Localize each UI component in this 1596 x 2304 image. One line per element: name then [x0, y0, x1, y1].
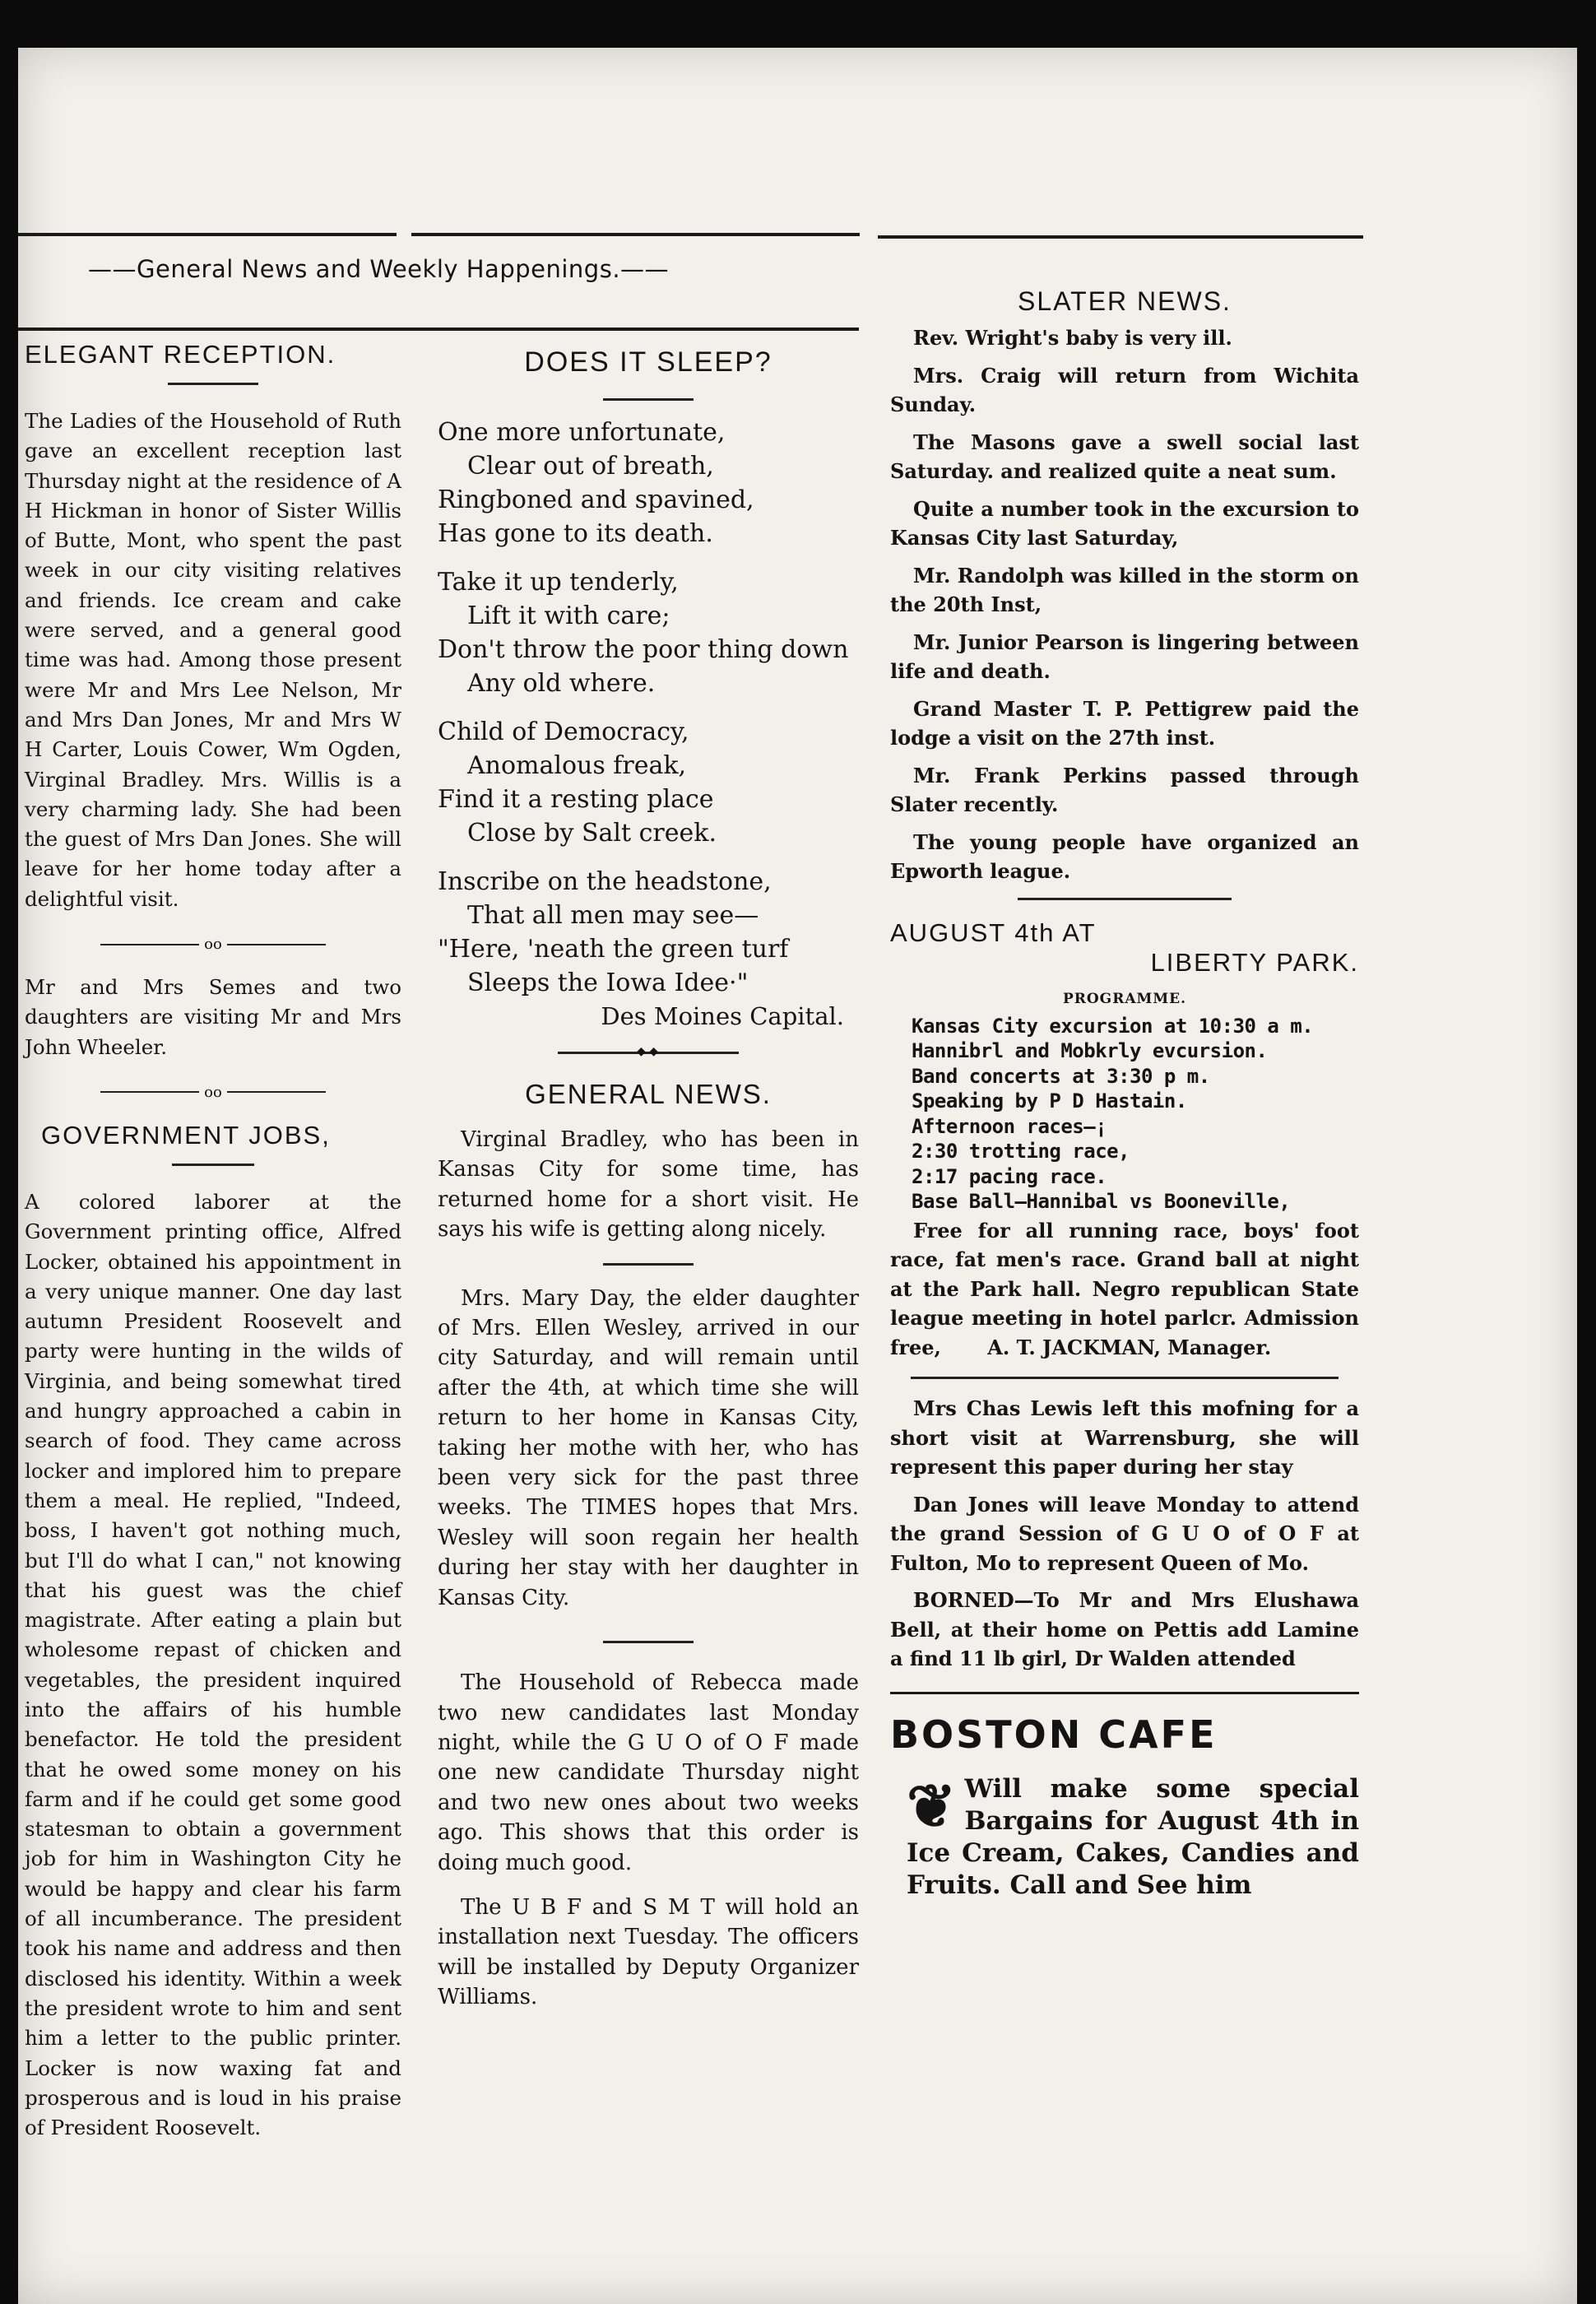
- poem-source: Des Moines Capital.: [601, 1002, 844, 1030]
- poem-line: Any old where.: [467, 669, 656, 698]
- programme-details: [890, 1216, 1359, 1363]
- programme-list: [890, 1014, 1359, 1215]
- programme-label: PROGRAMME.: [1062, 990, 1187, 1007]
- header-underline: [18, 327, 859, 331]
- ad-boston-cafe: [890, 1770, 1359, 1902]
- programme-details-text: Free for all running race, boys' foot race, fat men's race. Grand ball at night at the Park hall. Negro republican State league meeting in hotel parlcr. Admission free,: [890, 1218, 1359, 1359]
- top-rule-left: [18, 233, 397, 236]
- poem-line: Child of Democracy,: [438, 718, 689, 746]
- headline-does-it-sleep: DOES IT SLEEP?: [524, 346, 772, 378]
- article-government-jobs: A colored laborer at the Government printing office, Alfred Locker, obtained his appointment in a very unique manner. One day last autumn President Roosevelt and party were hunting in the wilds of Virginia, and being somewhat tired and hungry approached a cabin in search of food. They came across locker and implored him to prepare them a meal. He replied, "Indeed, boss, I haven't got nothing much, but I'll do what I can," not knowing that his guest was the chief magistrate. After eating a plain but wholesome repast of chicken and vegetables, the president inquired into the affairs of his humble benefactor. He told the president that he owed some money on his farm and if he could get some good statesman to obtain a government job for him in Washington City he would be happy and clear his farm of all incumberance. The president took his name and address and then disclosed his identity. Within a week the president wrote to him and sent him a letter to the public printer. Locker is now waxing fat and prosperous and is loud in his praise of President Roosevelt.: [25, 1189, 401, 2140]
- poem-stanza: [438, 565, 859, 700]
- poem-line: That all men may see—: [467, 901, 759, 930]
- headline-elegant-reception: ELEGANT RECEPTION.: [25, 340, 336, 369]
- column-right: [890, 286, 1359, 1902]
- poem-line: One more unfortunate,: [438, 418, 726, 447]
- newspaper-page: [18, 48, 1577, 2304]
- slater-item: Mr. Randolph was killed in the storm on the 20th Inst,: [890, 563, 1359, 616]
- poem-line: Find it a resting place: [438, 785, 714, 814]
- slater-item: Mr. Frank Perkins passed through Slater recently.: [890, 763, 1359, 816]
- ornament-icon: ❦: [907, 1770, 957, 1841]
- slater-item: Rev. Wright's baby is very ill.: [913, 326, 1232, 350]
- article-semes: Mr and Mrs Semes and two daughters are visiting Mr and Mrs John Wheeler.: [25, 975, 401, 1059]
- ad-boston-cafe-body: Will make some special Bargains for August 4th in Ice Cream, Cakes, Candies and Fruits. Call and See him: [907, 1773, 1359, 1900]
- article-elegant-reception: The Ladies of the Household of Ruth gave an excellent reception last Thursday night at the residence of A H Hickman in honor of Sister Willis of Butte, Mont, who spent the past week in our city visiting relatives and friends. Ice cream and cake were served, and a general good time was had. Among those present were Mr and Mrs Lee Nelson, Mr and Mrs Dan Jones, Mr and Mrs W H Carter, Louis Cower, Wm Ogden, Virginal Bradley. Mrs. Willis is a very charming lady. She had been the guest of Mrs Dan Jones. She will leave for her home today after a delightful visit.: [25, 409, 401, 911]
- headline-government-jobs: GOVERNMENT JOBS,: [41, 1120, 331, 1150]
- poem-line: Anomalous freak,: [467, 751, 687, 780]
- manager-signature: A. T. JACKMAN, Manager.: [987, 1335, 1272, 1359]
- divider-oo: oo: [25, 936, 401, 953]
- local-item: BORNED—To Mr and Mrs Elushawa Bell, at their home on Pettis add Lamine a find 11 lb girl, Dr Walden attended: [890, 1588, 1359, 1670]
- poem-stanza: [438, 715, 859, 850]
- local-item: Mrs Chas Lewis left this mofning for a short visit at Warrensburg, she will represent this paper during her stay: [890, 1396, 1359, 1479]
- headline-liberty-park: LIBERTY PARK.: [1150, 947, 1359, 977]
- poem-line: Clear out of breath,: [467, 452, 714, 481]
- divider: [911, 1377, 1339, 1379]
- poem-line: Close by Salt creek.: [467, 819, 717, 848]
- programme-item: 2:17 pacing race.: [912, 1164, 1107, 1188]
- headline-general-news: GENERAL NEWS.: [525, 1079, 772, 1109]
- top-rule-mid: [411, 233, 860, 236]
- ad-boston-cafe-title: BOSTON CAFE: [890, 1712, 1218, 1757]
- slater-item: Quite a number took in the excursion to Kansas City last Saturday,: [890, 496, 1359, 550]
- divider: [1018, 898, 1232, 900]
- column-middle: [438, 340, 859, 2013]
- poem-stanza: [438, 416, 859, 550]
- programme-item: Speaking by P D Hastain.: [912, 1089, 1187, 1113]
- poem-line: "Here, 'neath the green turf: [438, 935, 789, 964]
- divider-oo: oo: [25, 1084, 401, 1101]
- divider: [603, 1263, 694, 1266]
- poem-line: Take it up tenderly,: [438, 568, 679, 597]
- programme-item: 2:30 trotting race,: [912, 1140, 1130, 1163]
- divider: [168, 383, 258, 385]
- poem-line: Inscribe on the headstone,: [438, 867, 772, 896]
- ornament-divider: ◆ ◆: [558, 1052, 739, 1054]
- slater-item: Grand Master T. P. Pettigrew paid the lodge a visit on the 27th inst.: [890, 696, 1359, 750]
- poem-line: Ringboned and spavined,: [438, 485, 754, 514]
- headline-august-4th: AUGUST 4th AT: [890, 917, 1097, 947]
- poem-line: Lift it with care;: [467, 602, 670, 630]
- programme-item: Hannibrl and Mobkrly evcursion.: [912, 1039, 1268, 1062]
- news-paragraph: The U B F and S M T will hold an installation next Tuesday. The officers will be installed by Deputy Organizer Williams.: [438, 1894, 859, 2010]
- divider: [172, 1164, 254, 1166]
- local-item: Dan Jones will leave Monday to attend the grand Session of G U O of O F at Fulton, Mo to represent Queen of Mo.: [890, 1492, 1359, 1575]
- section-header: ——General News and Weekly Happenings.——: [88, 255, 670, 283]
- headline-slater-news: SLATER NEWS.: [1018, 286, 1232, 316]
- slater-item: The young people have organized an Epworth league.: [890, 829, 1359, 883]
- news-paragraph: Virginal Bradley, who has been in Kansas City for some time, has returned home for a short visit. He says his wife is getting along nicely.: [438, 1127, 859, 1243]
- poem-line: Don't throw the poor thing down: [438, 635, 849, 664]
- poem-line: Sleeps the Iowa Idee·": [467, 969, 749, 997]
- poem-line: Has gone to its death.: [438, 519, 713, 548]
- top-rule-right: [878, 235, 1363, 239]
- programme-item: Band concerts at 3:30 p m.: [912, 1064, 1210, 1088]
- slater-item: Mr. Junior Pearson is lingering between life and death.: [890, 629, 1359, 683]
- column-left: [25, 340, 401, 2143]
- programme-item: Kansas City excursion at 10:30 a m.: [912, 1014, 1314, 1038]
- slater-item: Mrs. Craig will return from Wichita Sunday.: [890, 363, 1359, 416]
- poem-stanza: [438, 865, 859, 1000]
- divider: [603, 398, 694, 401]
- news-paragraph: The Household of Rebecca made two new candidates last Monday night, while the G U O of O F made one new candidate Thursday night and two new ones about two weeks ago. This shows that this order is doing much good.: [438, 1670, 859, 1875]
- divider: [890, 1692, 1359, 1694]
- news-paragraph: Mrs. Mary Day, the elder daughter of Mrs. Ellen Wesley, arrived in our city Saturday, and will remain until after the 4th, at which time she will return to her home in Kansas City, taking her mothe with her, who has been very sick for the past three weeks. The TIMES hopes that Mrs. Wesley will soon regain her health during her stay with her daughter in Kansas City.: [438, 1285, 859, 1610]
- programme-item: Afternoon races—¡: [912, 1114, 1107, 1138]
- poem: [438, 416, 859, 1034]
- slater-item: The Masons gave a swell social last Saturday. and realized quite a neat sum.: [890, 430, 1359, 483]
- divider: [603, 1641, 694, 1643]
- programme-item: Base Ball—Hannibal vs Booneville,: [912, 1190, 1291, 1213]
